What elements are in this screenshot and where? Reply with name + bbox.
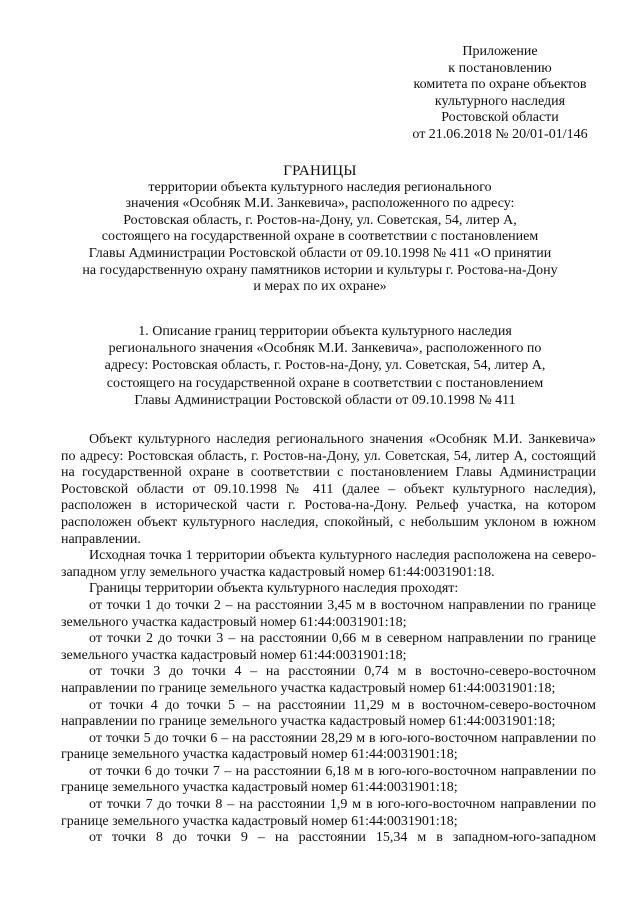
body-paragraph: Объект культурного наследия регионального значения «Особняк М.И. Занкевича» по адресу: Ростовская область, г. Ростов-на-Дону, ул. Советская, 54, литер А, состоящий на государственной охране в соответствии с постановлением Главы Администрации Ростовской области от 09.10.1998 № 411 (далее – объект культурного наследия), расположен в исторической части г. Ростова-на-Дону. Рельеф участка, на котором расположен объект культурного наследия, спокойный, с небольшим уклоном в южном направлении. <box>61 432 596 547</box>
appendix-line: от 21.06.2018 № 20/01-01/146 <box>412 126 588 142</box>
section-line: адресу: Ростовская область, г. Ростов-на-Дону, ул. Советская, 54, литер А, <box>104 358 546 374</box>
title-line: состоящего на государственной охране в соответствии с постановлением <box>101 229 539 245</box>
section-line: Главы Администрации Ростовской области от 09.10.1998 № 411 <box>134 392 516 408</box>
appendix-line: к постановлению <box>448 60 552 76</box>
section-line: регионального значения «Особняк М.И. Занкевича», расположенного по <box>108 341 542 357</box>
body-paragraph: Границы территории объекта культурного наследия проходят: <box>89 581 459 597</box>
boundary-segment: от точки 4 до точки 5 – на расстоянии 11,29 м в восточном-северо-восточном направлении по границе земельного участка кадастровый номер 61:44:0031901:18; <box>61 697 596 730</box>
title-line: на государственную охрану памятников истории и культуры г. Ростова-на-Дону <box>82 262 558 278</box>
title-line: Ростовская область, г. Ростов-на-Дону, ул. Советская, 54, литер А, <box>123 212 517 228</box>
appendix-header <box>390 44 610 144</box>
appendix-line: Ростовской области <box>441 110 559 126</box>
boundary-segment: от точки 2 до точки 3 – на расстоянии 0,66 м в северном направлении по границе земельного участка кадастровый номер 61:44:0031901:18; <box>61 631 596 663</box>
document-body <box>61 432 596 847</box>
section-line: 1. Описание границ территории объекта культурного наследия <box>138 324 512 339</box>
title-line: и мерах по их охране» <box>253 279 387 295</box>
title-line: территории объекта культурного наследия регионального <box>148 179 492 195</box>
body-paragraph: Исходная точка 1 территории объекта культурного наследия расположена на северо-западном углу земельного участка кадастровый номер 61:44:0031901:18. <box>61 548 596 580</box>
appendix-line: Приложение <box>462 44 538 59</box>
document-title: ГРАНИЦЫ <box>283 163 357 179</box>
boundary-segment: от точки 6 до точки 7 – на расстоянии 6,18 м в юго-юго-восточном направлении по границе земельного участка кадастровый номер 61:44:0031901:18; <box>61 763 596 796</box>
boundary-segment: от точки 1 до точки 2 – на расстоянии 3,45 м в восточном направлении по границе земельного участка кадастровый номер 61:44:0031901:18; <box>61 597 596 630</box>
section-heading <box>60 323 590 409</box>
appendix-line: культурного наследия <box>434 93 566 109</box>
boundary-segment: от точки 5 до точки 6 – на расстоянии 28,29 м в юго-юго-восточном направлении по границе земельного участка кадастровый номер 61:44:0031901:18; <box>61 730 596 763</box>
boundary-segment: от точки 7 до точки 8 – на расстоянии 1,9 м в юго-юго-восточном направлении по границе земельного участка кадастровый номер 61:44:0031901:18; <box>61 797 596 829</box>
appendix-line: комитета по охране объектов <box>413 77 587 93</box>
document-title-block <box>40 163 600 296</box>
boundary-segment: от точки 3 до точки 4 – на расстоянии 0,74 м в восточно-северо-восточном направлении по границе земельного участка кадастровый номер 61:44:0031901:18; <box>61 664 596 696</box>
section-line: состоящего на государственной охране в соответствии с постановлением <box>106 375 544 391</box>
title-line: Главы Администрации Ростовской области от 09.10.1998 № 411 «О принятии <box>88 245 552 261</box>
title-line: значения «Особняк М.И. Занкевича», расположенного по адресу: <box>125 196 515 212</box>
boundary-segment: от точки 8 до точки 9 – на расстоянии 15,34 м в западном-юго-западном <box>89 830 596 846</box>
